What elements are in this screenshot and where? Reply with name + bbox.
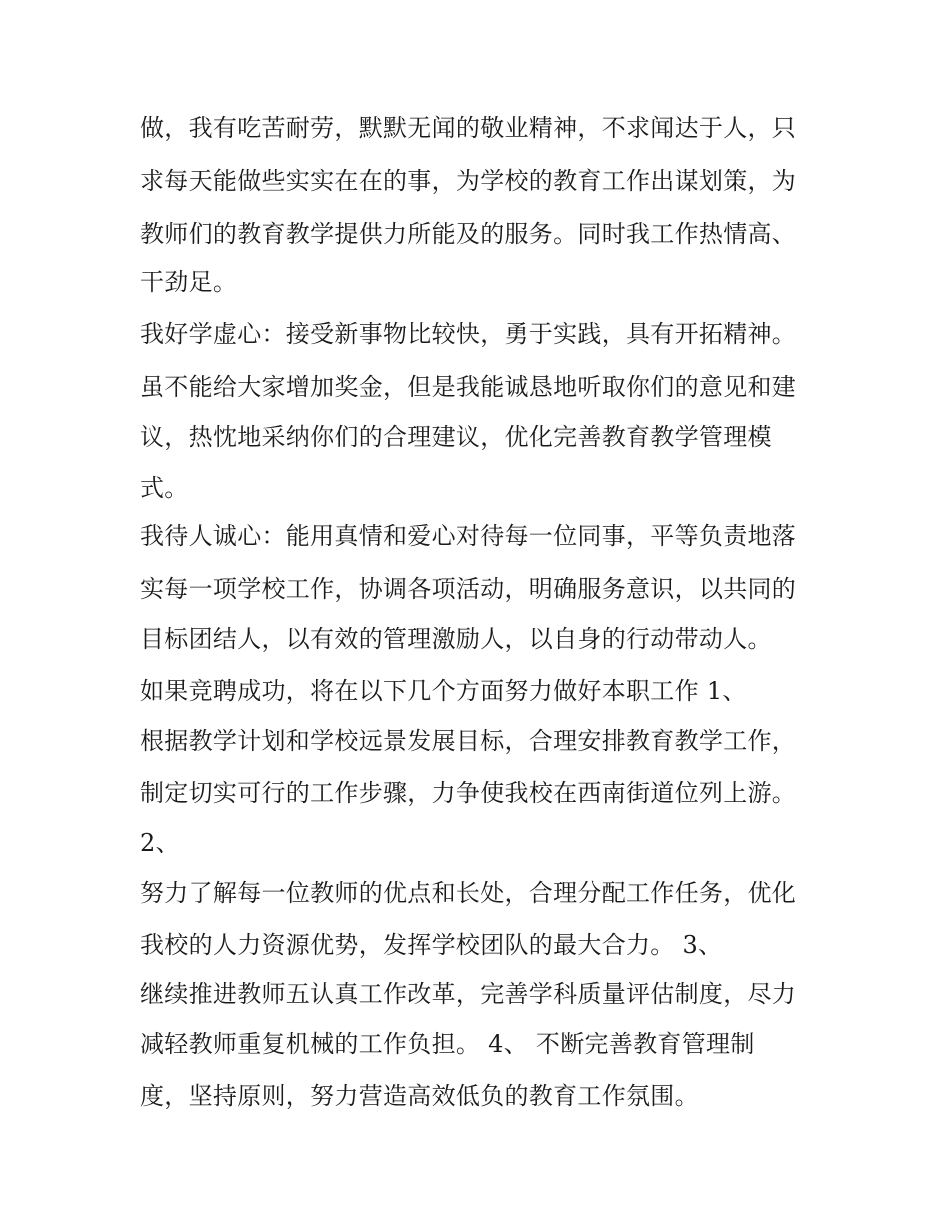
text-line: 我待人诚心：能用真情和爱心对待每一位同事，平等负责地落 xyxy=(140,522,797,550)
text-line: 制定切实可行的工作步骤，力争使我校在西南街道位列上游。 xyxy=(140,779,797,807)
text-line: 求每天能做些实实在在的事，为学校的教育工作出谋划策，为 xyxy=(140,167,797,195)
text-line: 努力了解每一位教师的优点和长处，合理分配工作任务，优化 xyxy=(140,879,797,907)
text-line: 根据教学计划和学校远景发展目标，合理安排教育教学工作， xyxy=(140,727,797,755)
text-line: 如果竞聘成功，将在以下几个方面努力做好本职工作 1、 xyxy=(140,677,747,705)
text-line: 虽不能给大家增加奖金，但是我能诚恳地听取你们的意见和建 xyxy=(140,373,797,401)
text-line: 目标团结人，以有效的管理激励人，以自身的行动带动人。 xyxy=(140,625,772,653)
text-line: 度，坚持原则，努力营造高效低负的教育工作氛围。 xyxy=(140,1082,699,1110)
text-line: 我好学虚心：接受新事物比较快，勇于实践，具有开拓精神。 xyxy=(140,320,797,348)
text-line: 继续推进教师五认真工作改革，完善学科质量评估制度，尽力 xyxy=(140,980,797,1008)
text-line: 干劲足。 xyxy=(140,268,238,296)
text-line: 式。 xyxy=(140,474,189,502)
text-line: 减轻教师重复机械的工作负担。 4、 不断完善教育管理制 xyxy=(140,1030,755,1058)
text-line: 实每一项学校工作，协调各项活动，明确服务意识，以共同的 xyxy=(140,575,797,603)
text-line: 做，我有吃苦耐劳，默默无闻的敬业精神，不求闻达于人，只 xyxy=(140,114,797,142)
text-line: 2、 xyxy=(140,829,180,857)
text-line: 教师们的教育教学提供力所能及的服务。同时我工作热情高、 xyxy=(140,220,797,248)
text-line: 我校的人力资源优势，发挥学校团队的最大合力。 3、 xyxy=(140,931,723,959)
text-line: 议，热忱地采纳你们的合理建议，优化完善教育教学管理模 xyxy=(140,423,772,451)
